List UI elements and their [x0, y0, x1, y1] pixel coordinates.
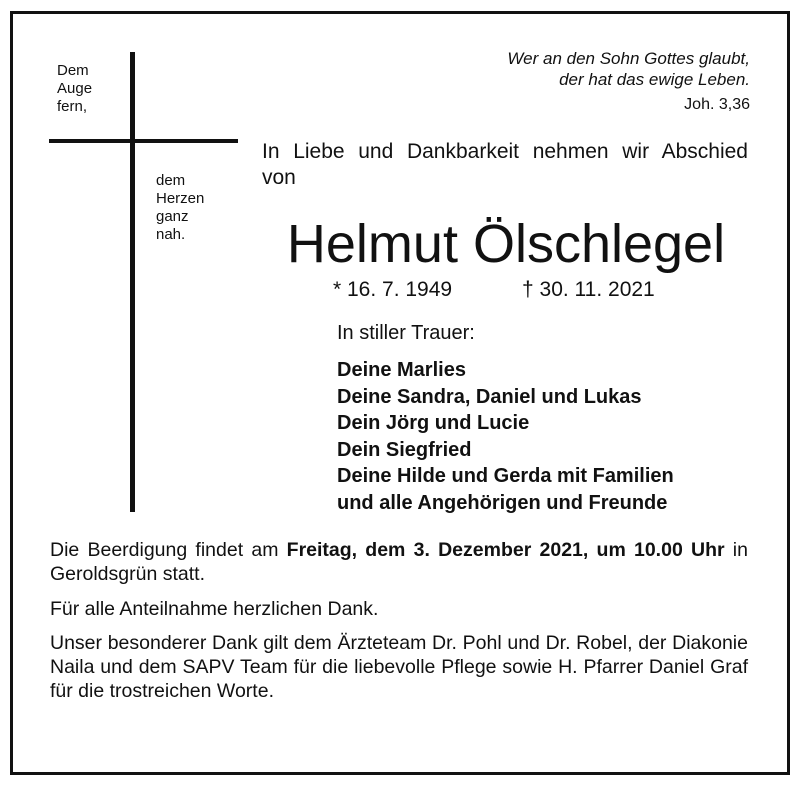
mourner-item: Deine Hilde und Gerda mit Familien	[337, 465, 674, 488]
mourning-title: In stiller Trauer:	[337, 322, 475, 344]
cross-left-line: Auge	[57, 80, 93, 97]
bible-quote	[507, 48, 750, 90]
cross-right-line: nah.	[156, 226, 186, 243]
cross-right-line: ganz	[156, 208, 189, 225]
cross-horizontal-bar	[49, 139, 238, 143]
mourner-item: Dein Siegfried	[337, 438, 472, 461]
birth-date: * 16. 7. 1949	[333, 278, 453, 301]
funeral-time: um 10.00 Uhr	[596, 539, 725, 561]
thanks-text: Für alle Anteilnahme herzlichen Dank.	[50, 598, 379, 620]
special-thanks-text: Unser besonderer Dank gilt dem Ärzteteam Dr. Pohl und Dr. Robel, der Diakonie Naila und dem SAPV Team für die liebevolle Pflege sowie H. Pfarrer Daniel Graf für die trostreichen Worte.	[50, 632, 748, 702]
cross-left-line: Dem	[57, 62, 89, 79]
intro-text: In Liebe und Dankbarkeit nehmen wir Abschied von	[262, 140, 748, 189]
funeral-pre: Die Beerdigung findet am	[50, 539, 287, 561]
deceased-name: Helmut Ölschlegel	[286, 214, 726, 274]
quote-reference: Joh. 3,36	[684, 96, 750, 113]
cross-left-text	[57, 62, 92, 116]
funeral-date: Freitag, dem 3. Dezember 2021,	[286, 539, 589, 561]
cross-right-line: dem	[156, 172, 186, 189]
quote-line: der hat das ewige Leben.	[559, 70, 750, 89]
cross-left-line: fern,	[57, 98, 88, 115]
funeral-post: in Geroldsgrün statt.	[50, 539, 748, 585]
funeral-info	[50, 538, 748, 586]
cross-vertical-bar	[130, 52, 135, 512]
quote-line: Wer an den Sohn Gottes glaubt,	[507, 49, 750, 68]
mourner-item: und alle Angehörigen und Freunde	[337, 491, 668, 514]
cross-right-line: Herzen	[156, 190, 205, 207]
mourner-item: Deine Sandra, Daniel und Lukas	[337, 385, 642, 408]
funeral-sep	[588, 539, 596, 561]
mourners-list	[337, 357, 674, 517]
mourner-item: Deine Marlies	[337, 359, 466, 381]
death-date: † 30. 11. 2021	[522, 278, 655, 301]
mourner-item: Dein Jörg und Lucie	[337, 412, 530, 435]
cross-right-text	[156, 172, 204, 244]
